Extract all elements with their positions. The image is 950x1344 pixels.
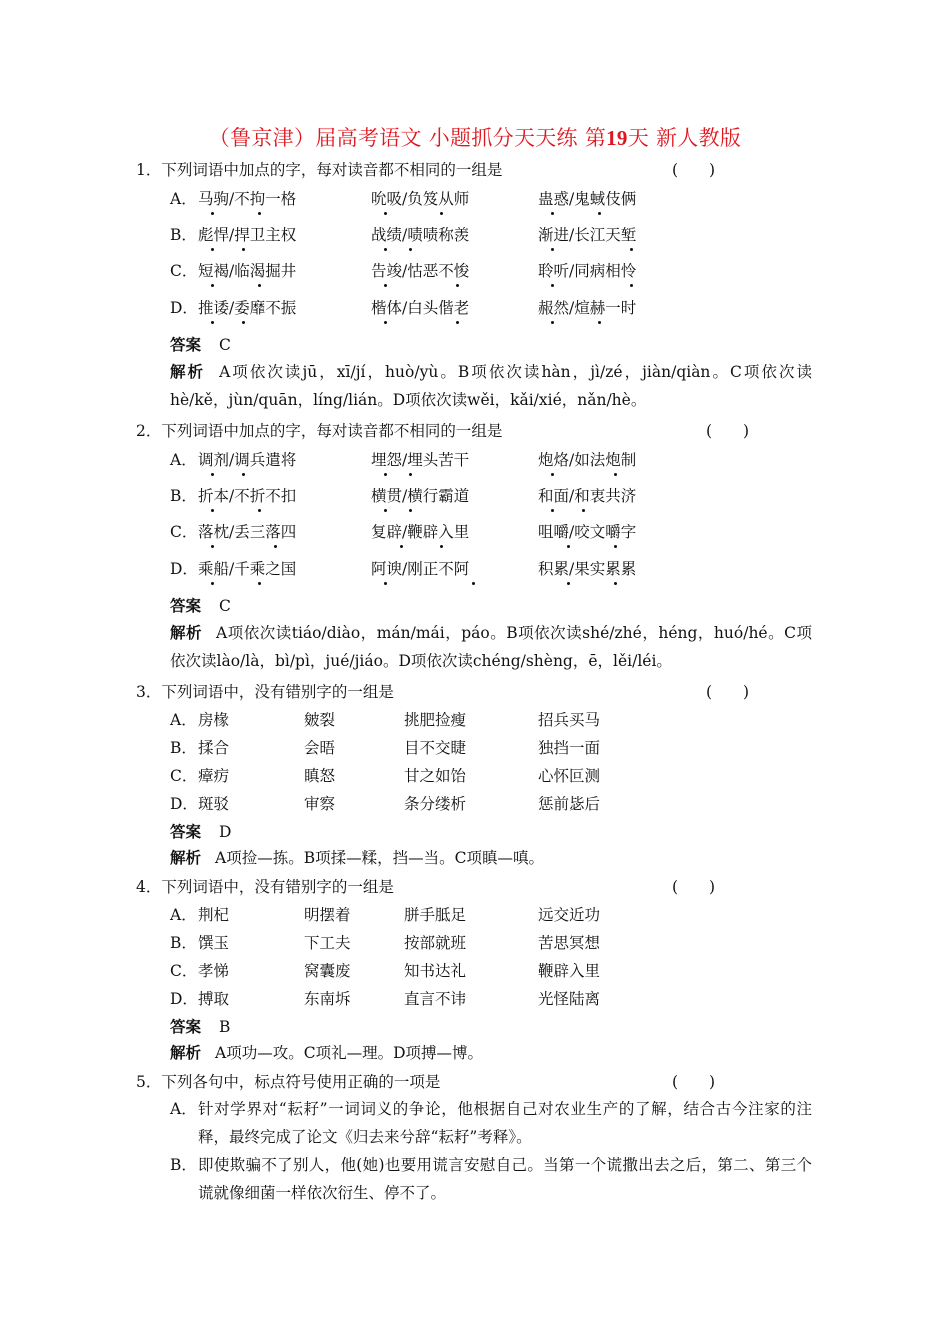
analysis-text: A项依次读jū，xī/jí，huò/yù。B项依次读hàn，jì/zé，jiàn/qiàn。C项依次读hè/kě，jùn/quān，líng/lián。D项依次读wěi，kǎi/xié，nǎn/hè。 — [170, 363, 812, 409]
option-word: 咀嚼/咬文嚼字 — [538, 523, 637, 541]
question-3-stem: 3．下列词语中，没有错别字的一组是 — [136, 683, 394, 701]
option-letter: B． — [170, 1156, 197, 1174]
option-word: 埋怨/埋头苦干 — [371, 451, 470, 469]
option-word: 推诿/委靡不振 — [198, 299, 297, 317]
option-word: 审察 — [304, 795, 336, 813]
question-4-stem: 4．下列词语中，没有错别字的一组是 — [136, 878, 394, 896]
option-letter: D． — [170, 795, 198, 813]
option-word: 复辟/鞭辟入里 — [371, 523, 470, 541]
option-word: 光怪陆离 — [538, 990, 601, 1008]
option-word: 聆听/同病相怜 — [538, 262, 637, 280]
question-2-stem: 2．下列词语中加点的字，每对读音都不相同的一组是 — [136, 422, 503, 440]
option-letter: B． — [170, 226, 197, 244]
option-text: 即使欺骗不了别人，他(她)也要用谎言安慰自己。当第一个谎撒出去之后，第二、第三个谎就像细菌一样依次衍生、停不了。 — [198, 1156, 812, 1202]
option-letter: B． — [170, 934, 197, 952]
option-letter: A． — [170, 190, 197, 208]
option-word: 会晤 — [304, 739, 336, 757]
option-text: 针对学界对“耘耔”一词词义的争论，他根据自己对农业生产的了解，结合古今注家的注释，最终完成了论文《归去来兮辞“耘耔”考释》。 — [198, 1100, 812, 1146]
option-word: 炮烙/如法炮制 — [538, 451, 637, 469]
option-word: 鞭辟入里 — [538, 962, 601, 980]
option-word: 阿谀/刚正不阿 — [371, 560, 470, 578]
option-word: 苦思冥想 — [538, 934, 601, 952]
option-word: 明摆着 — [304, 906, 351, 924]
option-letter: C． — [170, 962, 198, 980]
option-letter: D． — [170, 560, 198, 578]
answer-bracket: ( ) — [706, 683, 750, 701]
answer-bracket: ( ) — [672, 1073, 716, 1091]
answer-label: 答案 — [170, 596, 202, 615]
option-paragraph-a — [170, 1095, 812, 1151]
option-letter: A． — [170, 711, 197, 729]
option-word: 积累/果实累累 — [538, 560, 637, 578]
option-word: 告竣/怙恶不悛 — [371, 262, 470, 280]
option-word: 渐进/长江天堑 — [538, 226, 637, 244]
option-letter: B． — [170, 487, 197, 505]
answer-value: C — [219, 597, 231, 615]
option-word: 瞋怒 — [304, 767, 336, 785]
analysis — [170, 1039, 812, 1067]
option-word: 斑驳 — [198, 795, 230, 813]
option-word: 房椽 — [198, 711, 230, 729]
answer-bracket: ( ) — [706, 422, 750, 440]
option-letter: C． — [170, 523, 198, 541]
option-word: 揉合 — [198, 739, 230, 757]
question-1-stem: 1．下列词语中加点的字，每对读音都不相同的一组是 — [136, 161, 503, 179]
option-word: 窝囊废 — [304, 962, 351, 980]
option-letter: A． — [170, 906, 197, 924]
option-word: 孝悌 — [198, 962, 230, 980]
option-paragraph-b — [170, 1151, 812, 1207]
option-word: 条分缕析 — [404, 795, 467, 813]
answer-bracket: ( ) — [672, 878, 716, 896]
option-letter: D． — [170, 299, 198, 317]
analysis-label: 解析 — [170, 848, 202, 867]
option-letter: C． — [170, 262, 198, 280]
option-word: 挑肥捡瘦 — [404, 711, 467, 729]
answer-bracket: ( ) — [672, 161, 716, 179]
analysis-label: 解析 — [170, 362, 206, 381]
answer-value: C — [219, 336, 231, 354]
option-word: 招兵买马 — [538, 711, 601, 729]
option-word: 乘船/千乘之国 — [198, 560, 297, 578]
option-word: 馔玉 — [198, 934, 230, 952]
question-5-stem: 5．下列各句中，标点符号使用正确的一项是 — [136, 1073, 441, 1091]
option-word: 吮吸/负笈从师 — [371, 190, 470, 208]
analysis — [170, 844, 812, 872]
option-letter: A． — [170, 1100, 197, 1118]
option-letter: D． — [170, 990, 198, 1008]
option-word: 短褐/临渴掘井 — [198, 262, 297, 280]
option-letter: A． — [170, 451, 197, 469]
option-letter: C． — [170, 767, 198, 785]
option-word: 彪悍/捍卫主权 — [198, 226, 297, 244]
option-word: 直言不讳 — [404, 990, 467, 1008]
option-word: 远交近功 — [538, 906, 601, 924]
analysis-text: A项依次读tiáo/diào，mán/mái，páo。B项依次读shé/zhé，héng，huó/hé。C项依次读lào/là，bì/pì，jué/jiáo。D项依次读chéng/shèng，ē，lěi/léi。 — [170, 624, 812, 670]
option-word: 胼手胝足 — [404, 906, 467, 924]
answer-label: 答案 — [170, 822, 202, 841]
option-word: 横贯/横行霸道 — [371, 487, 470, 505]
option-word: 甘之如饴 — [404, 767, 467, 785]
answer-value: D — [219, 823, 232, 841]
option-word: 独挡一面 — [538, 739, 601, 757]
analysis-label: 解析 — [170, 623, 203, 642]
option-word: 东南坼 — [304, 990, 351, 1008]
option-word: 搏取 — [198, 990, 230, 1008]
analysis-text: A项功—攻。C项礼—理。D项搏—博。 — [215, 1044, 483, 1062]
option-word: 战绩/啧啧称羡 — [371, 226, 470, 244]
analysis-label: 解析 — [170, 1043, 202, 1062]
option-word: 皴裂 — [304, 711, 336, 729]
answer-label: 答案 — [170, 1017, 202, 1036]
analysis — [170, 358, 812, 414]
answer-label: 答案 — [170, 335, 202, 354]
option-word: 调剂/调兵遣将 — [198, 451, 297, 469]
option-word: 赧然/煊赫一时 — [538, 299, 637, 317]
option-word: 心怀叵测 — [538, 767, 601, 785]
option-word: 按部就班 — [404, 934, 467, 952]
option-word: 蛊惑/鬼蜮伎俩 — [538, 190, 637, 208]
analysis-text: A项捡—拣。B项揉—糅，挡—当。C项瞋—嗔。 — [215, 849, 544, 867]
option-word: 落枕/丢三落四 — [198, 523, 297, 541]
option-word: 目不交睫 — [404, 739, 467, 757]
answer-value: B — [219, 1018, 231, 1036]
option-word: 楷体/白头偕老 — [371, 299, 470, 317]
page-title: （鲁京津）届高考语文 小题抓分天天练 第19天 新人教版 — [208, 126, 742, 150]
option-word: 荆杞 — [198, 906, 230, 924]
option-letter: B． — [170, 739, 197, 757]
analysis — [170, 619, 812, 675]
option-word: 和面/和衷共济 — [538, 487, 637, 505]
option-word: 知书达礼 — [404, 962, 467, 980]
option-word: 惩前毖后 — [538, 795, 601, 813]
option-word: 下工夫 — [304, 934, 351, 952]
option-word: 折本/不折不扣 — [198, 487, 297, 505]
option-word: 瘴疠 — [198, 767, 230, 785]
option-word: 马驹/不拘一格 — [198, 190, 297, 208]
